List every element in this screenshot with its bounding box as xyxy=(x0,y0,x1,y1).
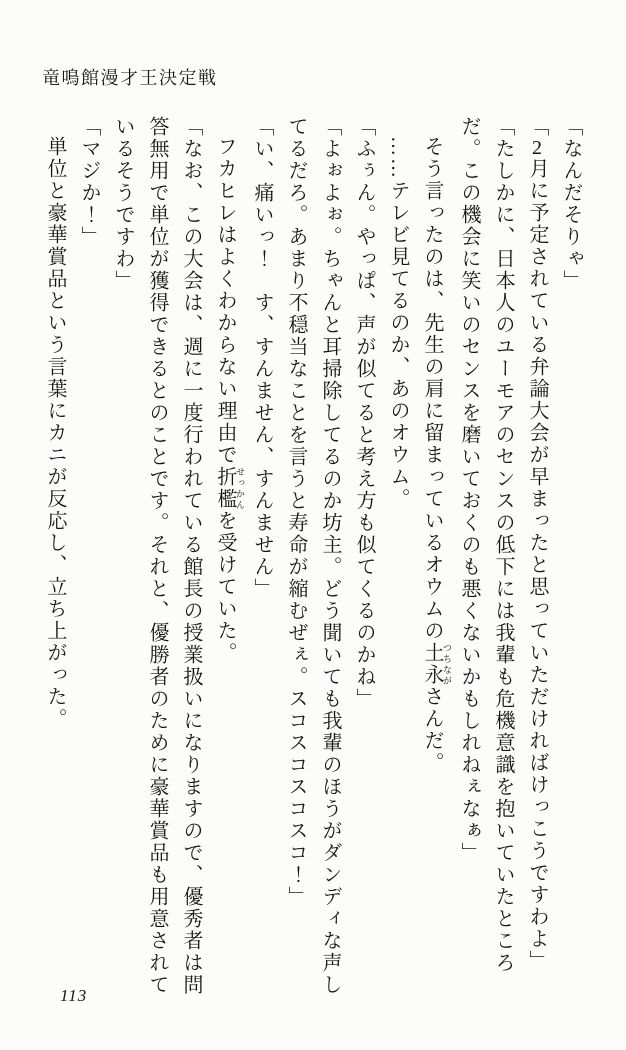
paragraph-narration xyxy=(208,116,245,1000)
dialogue-text: 「ふぅん。やっぱ、声が似てると考え方も似てくるのかね」 xyxy=(353,116,375,710)
paragraph-dialogue xyxy=(279,116,347,1000)
ruby-base: 折檻 xyxy=(214,466,236,510)
narration-text: ……テレビ見てるのか、あのオウム。 xyxy=(387,136,409,510)
paragraph-narration xyxy=(415,116,452,1000)
narration-text: さんだ。 xyxy=(421,686,443,774)
narration-text: フカヒレはよくわからない理由で xyxy=(214,136,236,466)
paragraph-dialogue xyxy=(106,116,208,1000)
paragraph-dialogue xyxy=(452,116,520,1000)
running-header: 竜鳴館漫才王決定戦 xyxy=(42,68,218,88)
dialogue-text: 「たしかに、日本人のユーモアのセンスの低下には我輩も危機意識を抱いていたところだ。この機会に笑いのセンスを磨いておくのも悪くないかもしれねぇなぁ」 xyxy=(458,116,514,974)
paragraph-dialogue xyxy=(72,116,106,1000)
dialogue-text: 「マジか！」 xyxy=(78,116,100,248)
paragraph-narration xyxy=(381,116,415,1000)
page-number: 113 xyxy=(60,986,88,1005)
paragraph-dialogue xyxy=(520,116,554,1000)
tatechuyoko-digit: 2 xyxy=(532,138,542,158)
dialogue-text: 「よぉよぉ。ちゃんと耳掃除してるのか坊主。どう聞いても我輩のほうがダンディな声してるだろ。あまり不穏当なことを言うと寿命が縮むぜぇ。スコスコスコスコ！」 xyxy=(285,116,341,996)
paragraph-dialogue xyxy=(554,116,588,1000)
ruby-annotation xyxy=(421,642,452,686)
body-text xyxy=(38,116,588,1000)
dialogue-text: 「い、痛いっ！ す、すんません、すんません」 xyxy=(251,116,273,600)
dialogue-text: 月に予定されている弁論大会が早まったと思っていただければけっこうですわよ」 xyxy=(526,158,548,972)
dialogue-text: 「 xyxy=(526,116,548,138)
dialogue-text: 「なお、この大会は、週に一度行われている館長の授業扱いになりますので、優秀者は問答無用で単位が獲得できるとのことです。それと、優勝者のために豪華賞品も用意されているそうですわ」 xyxy=(112,116,202,996)
furigana: せっかん xyxy=(235,466,245,510)
paragraph-dialogue xyxy=(245,116,279,1000)
narration-text: そう言ったのは、先生の肩に留まっているオウムの xyxy=(421,136,443,642)
paragraph-narration xyxy=(38,116,72,1000)
narration-text: 単位と豪華賞品という言葉にカニが反応し、立ち上がった。 xyxy=(44,136,66,730)
ruby-annotation xyxy=(214,466,245,510)
dialogue-text: 「なんだそりゃ」 xyxy=(560,116,582,292)
ruby-base: 土永 xyxy=(421,642,443,686)
paragraph-dialogue xyxy=(347,116,381,1000)
narration-text: を受けていた。 xyxy=(214,510,236,664)
furigana: つちなが xyxy=(442,642,452,686)
